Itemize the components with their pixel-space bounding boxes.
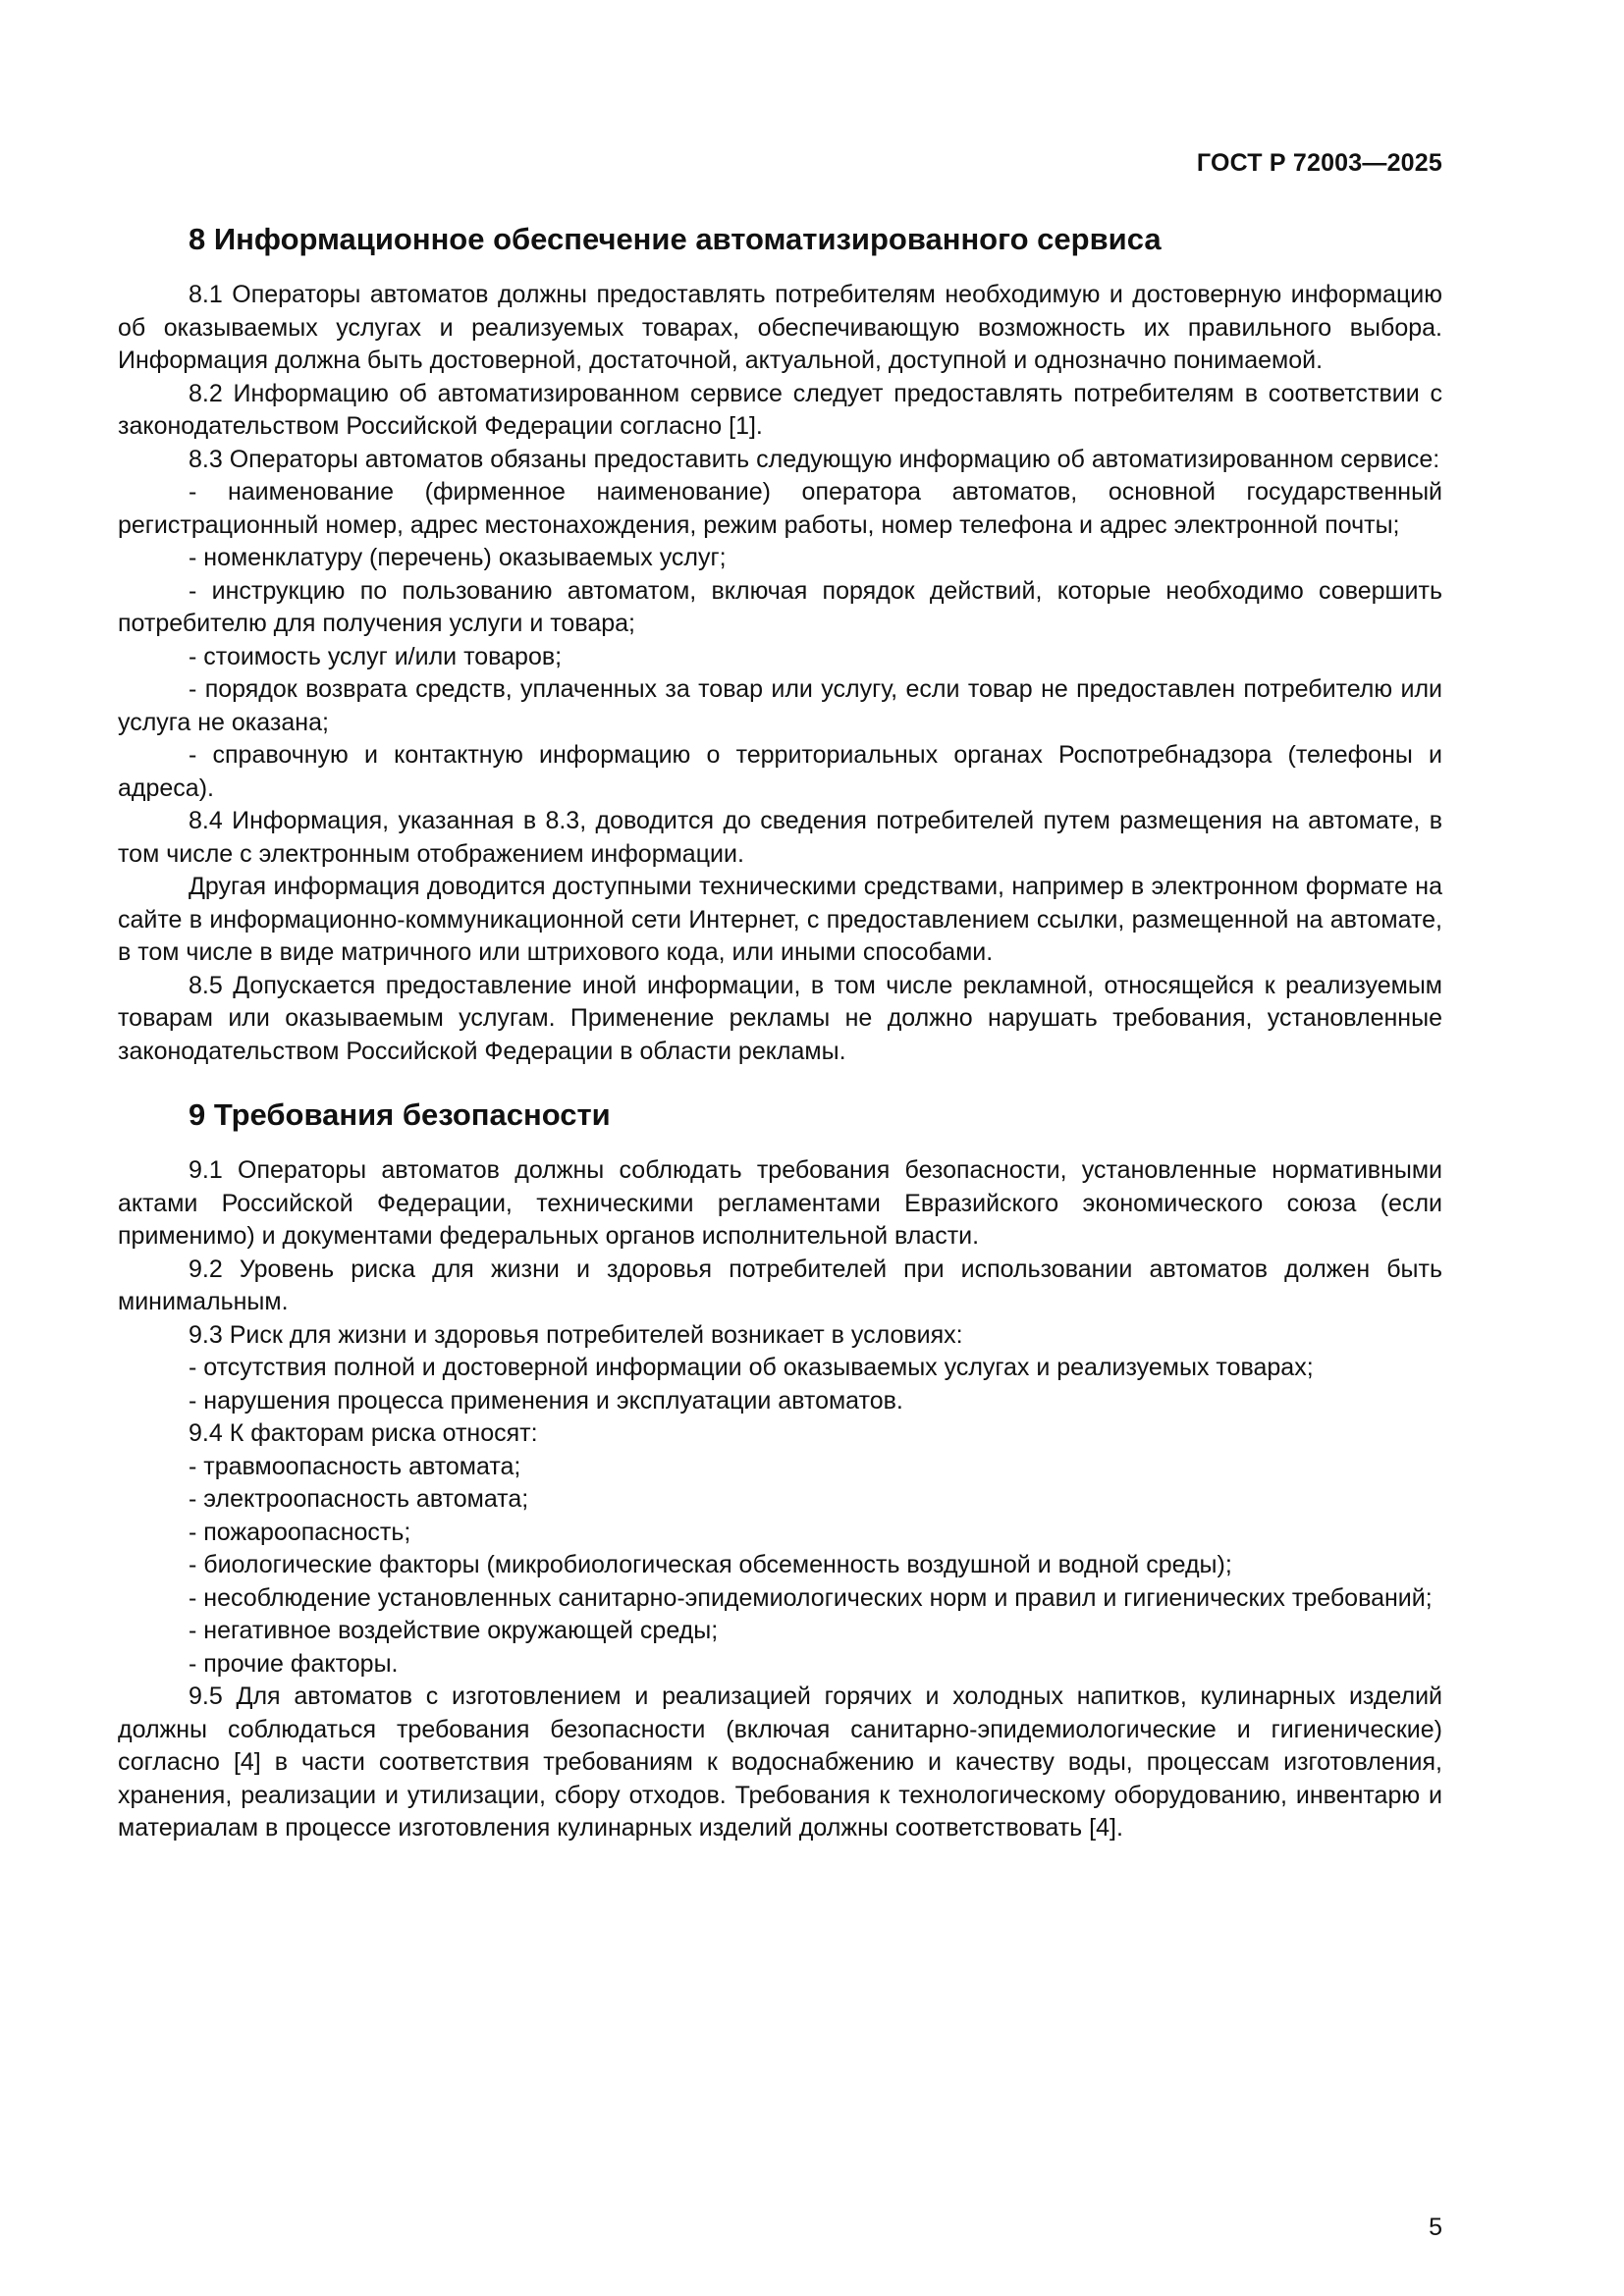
document-code: ГОСТ Р 72003—2025 — [1196, 149, 1442, 177]
paragraph-8-4-other: Другая информация доводится доступными техническими средствами, например в электронном формате на сайте в информационно-коммуникационной сети Интернет, с предоставлением ссылки, размещенной на автомате, в том числе в виде матричного или штрихового кода, или иными способами. — [118, 873, 1442, 966]
section-9-body — [118, 1154, 1442, 1845]
list-item-violation: - нарушения процесса применения и эксплуатации автоматов. — [189, 1386, 903, 1415]
list-item-other: - прочие факторы. — [189, 1649, 399, 1678]
paragraph-9-1: 9.1 Операторы автоматов должны соблюдать требования безопасности, установленные нормативными актами Российской Федерации, техническими регламентами Евразийского экономического союза (если применимо) и документами федеральных органов исполнительной власти. — [118, 1156, 1442, 1250]
paragraph-8-5: 8.5 Допускается предоставление иной информации, в том числе рекламной, относящейся к реализуемым товарам или оказываемым услугам. Применение рекламы не должно нарушать требования, установленные законодательством Российской Федерации в области рекламы. — [118, 971, 1442, 1065]
list-item-refund: - порядок возврата средств, уплаченных за товар или услугу, если товар не предоставлен потребителю или услуга не оказана; — [118, 675, 1442, 736]
paragraph-9-3: 9.3 Риск для жизни и здоровья потребителей возникает в условиях: — [189, 1320, 963, 1349]
list-item-fire: - пожароопасность; — [189, 1518, 411, 1546]
paragraph-9-5: 9.5 Для автоматов с изготовлением и реализацией горячих и холодных напитков, кулинарных изделий должны соблюдаться требования безопасности (включая санитарно-эпидемиологические и гигиенические) согласно [4] в части соответствия требованиям к водоснабжению и качеству воды, процессам изготовления, хранения, реализации и утилизации, сбору отходов. Требования к технологическому оборудованию, инвентарю и материалам в процессе изготовления кулинарных изделий должны соответствовать [4]. — [118, 1682, 1442, 1842]
paragraph-8-3: 8.3 Операторы автоматов обязаны предоставить следующую информацию об автоматизированном сервисе: — [189, 445, 1440, 473]
paragraph-8-1: 8.1 Операторы автоматов должны предоставлять потребителям необходимую и достоверную информацию об оказываемых услугах и реализуемых товарах, обеспечивающую возможность их правильного выбора. Информация должна быть достоверной, достаточной, актуальной, доступной и однозначно понимаемой. — [118, 281, 1442, 374]
list-item-electric: - электроопасность автомата; — [189, 1485, 529, 1513]
list-item-instructions: - инструкцию по пользованию автоматом, включая порядок действий, которые необходимо совершить потребителю для получения услуги и товара; — [118, 576, 1442, 637]
list-item-sanitary: - несоблюдение установленных санитарно-эпидемиологических норм и правил и гигиенических требований; — [189, 1583, 1433, 1612]
list-item-cost: - стоимость услуг и/или товаров; — [189, 642, 563, 670]
section-9-title: 9 Требования безопасности — [189, 1097, 611, 1132]
section-8-title: 8 Информационное обеспечение автоматизированного сервиса — [189, 222, 1162, 256]
list-item-no-info: - отсутствия полной и достоверной информации об оказываемых услугах и реализуемых товарах; — [189, 1354, 1314, 1381]
list-item-operator-info: - наименование (фирменное наименование) оператора автоматов, основной государственный регистрационный номер, адрес местонахождения, режим работы, номер телефона и адрес электронной почты; — [118, 478, 1442, 539]
list-item-environment: - негативное воздействие окружающей среды; — [189, 1617, 719, 1644]
list-item-services: - номенклатуру (перечень) оказываемых услуг; — [189, 544, 727, 571]
list-item-contacts: - справочную и контактную информацию о территориальных органах Роспотребнадзора (телефоны и адреса). — [118, 741, 1442, 802]
paragraph-8-2: 8.2 Информацию об автоматизированном сервисе следует предоставлять потребителям в соответствии с законодательством Российской Федерации согласно [1]. — [118, 379, 1442, 440]
paragraph-9-4: 9.4 К факторам риска относят: — [189, 1419, 538, 1447]
document-body — [118, 220, 1442, 1845]
paragraph-9-2: 9.2 Уровень риска для жизни и здоровья потребителей при использовании автоматов должен быть минимальным. — [118, 1255, 1442, 1315]
page-number: 5 — [1429, 2214, 1442, 2241]
paragraph-8-4: 8.4 Информация, указанная в 8.3, доводится до сведения потребителей путем размещения на автомате, в том числе с электронным отображением информации. — [118, 807, 1442, 868]
list-item-injury: - травмоопасность автомата; — [189, 1452, 521, 1480]
list-item-biological: - биологические факторы (микробиологическая обсеменность воздушной и водной среды); — [189, 1551, 1232, 1578]
section-8-body — [118, 279, 1442, 1068]
